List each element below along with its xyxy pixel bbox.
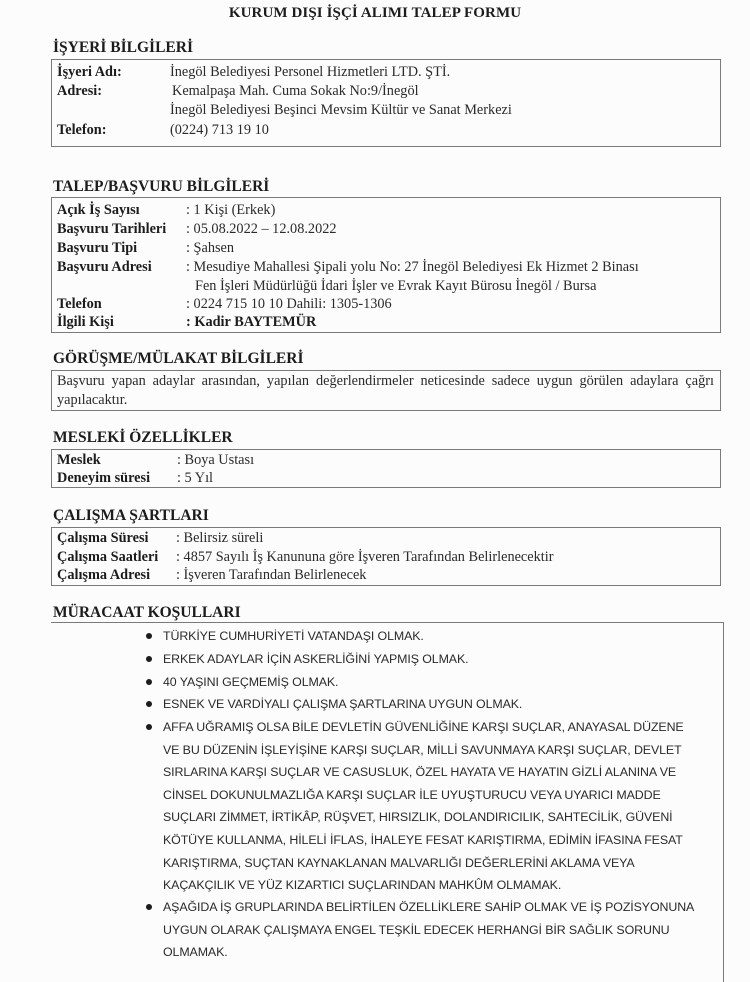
talep-label-basvuru-tipi: Başvuru Tipi <box>57 240 138 256</box>
talep-value-basvuru-adresi-line2: Fen İşleri Müdürlüğü İdari İşler ve Evrak Kayıt Bürosu İnegöl / Bursa <box>195 278 597 294</box>
section-heading-calisma: ÇALIŞMA ŞARTLARI <box>53 507 209 524</box>
muracaat-box <box>51 622 724 982</box>
mesleki-label-meslek: Meslek <box>57 452 101 468</box>
isyeri-phone-value: (0224) 713 19 10 <box>170 122 269 138</box>
talep-label-acik-is-sayisi: Açık İş Sayısı <box>57 202 140 218</box>
section-heading-muracaat: MÜRACAAT KOŞULLARI <box>53 604 241 621</box>
talep-value-acik-is-sayisi: : 1 Kişi (Erkek) <box>186 202 276 218</box>
isyeri-box <box>51 59 721 147</box>
mesleki-box <box>51 449 721 488</box>
mesleki-value-deneyim: : 5 Yıl <box>177 470 214 486</box>
calisma-box <box>51 527 721 586</box>
calisma-label-suresi: Çalışma Süresi <box>57 530 149 546</box>
calisma-label-adresi: Çalışma Adresi <box>57 567 151 583</box>
gorusme-text: Başvuru yapan adaylar arasından, yapılan değerlendirmeler neticesinde sadece uygun görülen adaylara çağrı yapılacaktır. <box>57 373 714 408</box>
list-item: TÜRKİYE CUMHURİYETİ VATANDAŞI OLMAK. <box>163 625 703 648</box>
bullet-icon <box>146 904 152 910</box>
bullet-icon <box>146 656 152 662</box>
talep-label-basvuru-adresi: Başvuru Adresi <box>57 259 152 275</box>
mesleki-label-deneyim: Deneyim süresi <box>57 470 151 486</box>
talep-label-telefon: Telefon <box>57 296 102 312</box>
list-item: ERKEK ADAYLAR İÇİN ASKERLİĞİNİ YAPMIŞ OLMAK. <box>163 648 703 671</box>
isyeri-address-label: Adresi: <box>57 83 103 99</box>
isyeri-name-label: İşyeri Adı: <box>57 64 122 80</box>
isyeri-name-value: İnegöl Belediyesi Personel Hizmetleri LTD. ŞTİ. <box>170 64 451 80</box>
list-item: ESNEK VE VARDİYALI ÇALIŞMA ŞARTLARINA UYGUN OLMAK. <box>163 693 703 716</box>
talep-value-basvuru-tipi: : Şahsen <box>186 240 235 256</box>
isyeri-address-line1: Kemalpaşa Mah. Cuma Sokak No:9/İnegöl <box>172 83 419 99</box>
list-item: AFFA UĞRAMIŞ OLSA BİLE DEVLETİN GÜVENLİĞİNE KARŞI SUÇLAR, ANAYASAL DÜZENE VE BU DÜZENİN İŞLEYİŞİNE KARŞI SUÇLAR, MİLLİ SAVUNMAYA KARŞI SUÇLAR, DEVLET SIRLARINA KARŞI SUÇLAR VE CASUSLUK, ÖZEL HAYATA VE HAYATIN GİZLİ ALANINA VE CİNSEL DOKUNULMAZLIĞA KARŞI SUÇLAR İLE UYUŞTURUCU VEYA UYARICI MADDE SUÇLARI ZİMMET, İRTİKÂP, RÜŞVET, HIRSIZLIK, DOLANDIRICILIK, SAHTECİLİK, GÜVENİ KÖTÜYE KULLANMA, HİLELİ İFLAS, İHALEYE FESAT KARIŞTIRMA, EDİMİN İFASINA FESAT KARIŞTIRMA, SUÇTAN KAYNAKLANAN MALVARLIĞI DEĞERLERİNİ AKLAMA VEYA KAÇAKÇILIK VE YÜZ KIZARTICI SUÇLARINDAN MAHKÛM OLMAMAK. <box>163 716 703 897</box>
section-heading-talep: TALEP/BAŞVURU BİLGİLERİ <box>53 178 270 195</box>
isyeri-phone-label: Telefon: <box>57 122 107 138</box>
calisma-label-saatleri: Çalışma Saatleri <box>57 549 159 565</box>
form-title: KURUM DIŞI İŞÇİ ALIMI TALEP FORMU <box>228 5 522 21</box>
calisma-value-adresi: : İşveren Tarafından Belirlenecek <box>176 567 367 583</box>
gorusme-box <box>51 370 721 411</box>
talep-value-telefon: : 0224 715 10 10 Dahili: 1305-1306 <box>186 296 392 312</box>
talep-label-basvuru-tarihleri: Başvuru Tarihleri <box>57 221 167 237</box>
section-heading-gorusme: GÖRÜŞME/MÜLAKAT BİLGİLERİ <box>53 350 304 367</box>
section-heading-isyeri: İŞYERİ BİLGİLERİ <box>53 39 193 56</box>
list-item: 40 YAŞINI GEÇMEMİŞ OLMAK. <box>163 671 703 694</box>
calisma-value-saatleri: : 4857 Sayılı İş Kanununa göre İşveren Tarafından Belirlenecektir <box>176 549 554 565</box>
bullet-icon <box>146 724 152 730</box>
isyeri-address-line2: İnegöl Belediyesi Beşinci Mevsim Kültür ve Sanat Merkezi <box>170 102 512 118</box>
talep-box <box>51 197 721 333</box>
talep-label-ilgili-kisi: İlgili Kişi <box>57 314 114 330</box>
bullet-icon <box>146 701 152 707</box>
bullet-icon <box>146 633 152 639</box>
talep-value-basvuru-adresi: : Mesudiye Mahallesi Şipali yolu No: 27 İnegöl Belediyesi Ek Hizmet 2 Binası <box>186 259 639 275</box>
bullet-icon <box>146 679 152 685</box>
mesleki-value-meslek: : Boya Ustası <box>177 452 255 468</box>
section-heading-mesleki: MESLEKİ ÖZELLİKLER <box>53 429 233 446</box>
talep-value-basvuru-tarihleri: : 05.08.2022 – 12.08.2022 <box>186 221 337 237</box>
list-item: AŞAĞIDA İŞ GRUPLARINDA BELİRTİLEN ÖZELLİKLERE SAHİP OLMAK VE İŞ POZİSYONUNA UYGUN OLARAK ÇALIŞMAYA ENGEL TEŞKİL EDECEK HERHANGİ BİR SAĞLIK SORUNU OLMAMAK. <box>163 896 703 964</box>
talep-value-ilgili-kisi: : Kadir BAYTEMÜR <box>186 314 317 330</box>
calisma-value-suresi: : Belirsiz süreli <box>176 530 264 546</box>
